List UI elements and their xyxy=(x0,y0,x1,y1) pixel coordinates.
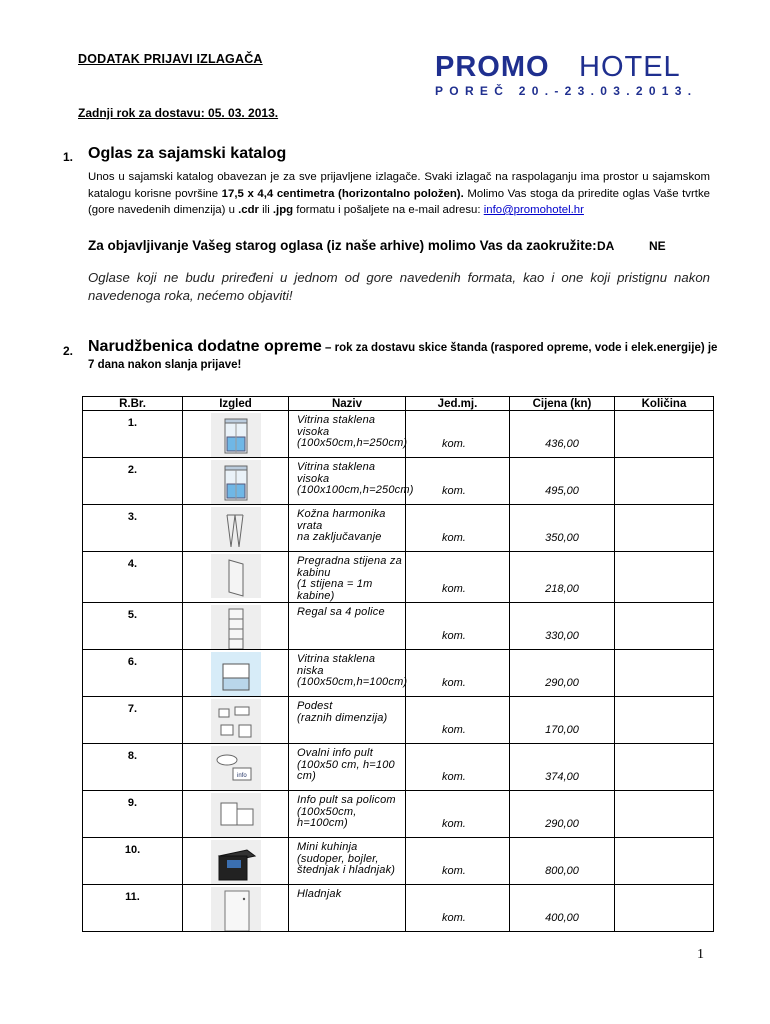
logo-text-hotel: HOTEL xyxy=(579,51,681,83)
table-row xyxy=(83,505,714,552)
cell-izgled xyxy=(183,791,289,838)
cell-rbr: 8. xyxy=(83,744,183,791)
table-header-row xyxy=(83,397,714,411)
price-text: 170,00 xyxy=(545,724,579,736)
table-row xyxy=(83,650,714,697)
table-row xyxy=(83,458,714,505)
cell-jedmj xyxy=(406,411,510,458)
cell-izgled xyxy=(183,650,289,697)
cell-naziv xyxy=(289,603,406,650)
section-1-number: 1. xyxy=(63,150,74,164)
cell-izgled xyxy=(183,411,289,458)
cell-kolicina-input[interactable] xyxy=(615,791,714,838)
archive-question: Za objavljivanje Vašeg starog oglasa (iz naše arhive) molimo Vas da zaokružite: xyxy=(88,238,597,253)
cell-naziv xyxy=(289,552,406,603)
cell-rbr: 2. xyxy=(83,458,183,505)
header-jedmj: Jed.mj. xyxy=(406,397,510,411)
item-name-line: Mini kuhinja xyxy=(297,841,358,853)
item-name-line: visoka xyxy=(297,472,330,485)
cell-rbr: 5. xyxy=(83,603,183,650)
cell-kolicina-input[interactable] xyxy=(615,411,714,458)
cell-cijena xyxy=(510,838,615,885)
cell-jedmj xyxy=(406,838,510,885)
cell-jedmj xyxy=(406,885,510,932)
item-name-line: niska xyxy=(297,664,324,677)
cell-cijena xyxy=(510,603,615,650)
cell-naziv xyxy=(289,838,406,885)
cell-naziv xyxy=(289,697,406,744)
cell-jedmj xyxy=(406,603,510,650)
header-izgled: Izgled xyxy=(183,397,289,411)
table-row xyxy=(83,744,714,791)
table-row xyxy=(83,885,714,932)
item-name-line: (100x50cm, h=100cm) xyxy=(297,805,357,829)
price-text: 495,00 xyxy=(545,485,579,497)
unit-text: kom. xyxy=(442,865,466,877)
cell-naziv xyxy=(289,458,414,505)
cell-izgled xyxy=(183,697,289,744)
cell-izgled xyxy=(183,744,289,791)
unit-text: kom. xyxy=(442,583,466,595)
cell-kolicina-input[interactable] xyxy=(615,744,714,791)
option-yes[interactable]: DA xyxy=(597,239,615,253)
cell-kolicina-input[interactable] xyxy=(615,458,714,505)
cell-kolicina-input[interactable] xyxy=(615,505,714,552)
section-1-body: Unos u sajamski katalog obavezan je za sve prijavljene izlagače. Svaki izlagač na raspolaganju ima prostor u sajamskom katalogu korisne površine 17,5 x 4,4 centimetra (horizontalno položen). Molimo Vas stoga da priredite oglas Vaše tvrtke (gore navedenih dimenzija) u .cdr ili .jpg formatu i pošaljete na e-mail adresu: info@promohotel.hr xyxy=(88,171,710,216)
fridge-icon xyxy=(211,887,261,931)
item-name-line: Pregradna stijena za xyxy=(297,555,402,567)
header-kolicina: Količina xyxy=(615,397,714,411)
item-name-line: Podest xyxy=(297,700,333,712)
cell-kolicina-input[interactable] xyxy=(615,838,714,885)
item-name-line: visoka xyxy=(297,425,330,438)
cell-jedmj xyxy=(406,552,510,603)
cell-cijena xyxy=(510,552,615,603)
cell-cijena xyxy=(510,458,615,505)
item-name-line: (raznih dimenzija) xyxy=(297,711,388,724)
item-name-line: Info pult sa policom xyxy=(297,794,396,806)
header-naziv: Naziv xyxy=(289,397,406,411)
cell-izgled xyxy=(183,552,289,603)
table-row xyxy=(83,603,714,650)
price-text: 350,00 xyxy=(545,532,579,544)
info-desk-shelf-icon xyxy=(211,793,261,837)
cell-cijena xyxy=(510,791,615,838)
header-rbr: R.Br. xyxy=(83,397,183,411)
cell-rbr: 3. xyxy=(83,505,183,552)
unit-text: kom. xyxy=(442,912,466,924)
cell-rbr: 1. xyxy=(83,411,183,458)
cell-kolicina-input[interactable] xyxy=(615,603,714,650)
cell-kolicina-input[interactable] xyxy=(615,885,714,932)
cell-izgled xyxy=(183,603,289,650)
cell-rbr: 6. xyxy=(83,650,183,697)
cell-izgled xyxy=(183,885,289,932)
document-title: DODATAK PRIJAVI IZLAGAČA xyxy=(78,52,263,66)
shelf-icon xyxy=(211,605,261,649)
tall-glass-showcase-icon xyxy=(211,413,261,457)
section-2-number: 2. xyxy=(63,344,74,358)
item-name-line: Hladnjak xyxy=(297,888,342,900)
item-name-line: Vitrina staklena xyxy=(297,653,376,665)
item-name-line: kabinu xyxy=(297,566,331,579)
cell-naziv xyxy=(289,885,406,932)
cell-jedmj xyxy=(406,458,510,505)
unit-text: kom. xyxy=(442,677,466,689)
unit-text: kom. xyxy=(442,630,466,642)
logo-text-promo: PROMO xyxy=(435,51,550,83)
page-number: 1 xyxy=(697,947,704,962)
cell-rbr: 10. xyxy=(83,838,183,885)
podium-icon xyxy=(211,699,261,743)
tall-glass-showcase-icon xyxy=(211,460,261,504)
item-name-line: na zaključavanje xyxy=(297,531,382,543)
item-name-line: (sudoper, bojler, xyxy=(297,852,379,865)
cell-cijena xyxy=(510,411,615,458)
section-1-title: Oglas za sajamski katalog xyxy=(88,145,287,162)
cell-jedmj xyxy=(406,650,510,697)
cell-izgled xyxy=(183,458,289,505)
cell-jedmj xyxy=(406,505,510,552)
svg-text:info: info xyxy=(236,773,247,779)
section-2-title: Narudžbenica dodatne opreme – rok za dostavu skice štanda (raspored opreme, vode i elek.energije) je 7 dana nakon slanja prijave! xyxy=(88,338,718,371)
mini-kitchen-icon xyxy=(211,840,261,884)
price-text: 218,00 xyxy=(545,583,579,595)
item-name-line: Kožna harmonika vrata xyxy=(297,508,386,532)
unit-text: kom. xyxy=(442,818,466,830)
price-text: 400,00 xyxy=(545,912,579,924)
item-name-line: (100x50cm,h=100cm) xyxy=(297,676,408,688)
cell-cijena xyxy=(510,697,615,744)
cell-izgled xyxy=(183,838,289,885)
folding-door-icon xyxy=(211,507,261,551)
cell-cijena xyxy=(510,744,615,791)
cell-jedmj xyxy=(406,791,510,838)
submission-deadline: Zadnji rok za dostavu: 05. 03. 2013. xyxy=(78,106,279,120)
cell-cijena xyxy=(510,650,615,697)
table-row xyxy=(83,791,714,838)
equipment-order-table xyxy=(82,396,714,932)
table-row xyxy=(83,838,714,885)
cell-kolicina-input[interactable] xyxy=(615,552,714,603)
cell-rbr: 4. xyxy=(83,552,183,603)
cell-cijena xyxy=(510,505,615,552)
cell-jedmj xyxy=(406,697,510,744)
item-name-line: (100x100cm,h=250cm) xyxy=(297,484,414,496)
promohotel-logo xyxy=(433,50,708,100)
unit-text: kom. xyxy=(442,724,466,736)
email-link[interactable]: info@promohotel.hr xyxy=(483,204,584,216)
unit-text: kom. xyxy=(442,485,466,497)
cell-rbr: 9. xyxy=(83,791,183,838)
price-text: 290,00 xyxy=(545,818,579,830)
low-glass-showcase-icon xyxy=(211,652,261,696)
item-name-line: (100x50 cm, h=100 cm) xyxy=(297,758,395,782)
item-name-line: Vitrina staklena xyxy=(297,414,376,426)
item-name-line: (100x50cm,h=250cm) xyxy=(297,437,408,449)
unit-text: kom. xyxy=(442,532,466,544)
oval-info-desk-icon xyxy=(211,746,261,790)
item-name-line: štednjak i hladnjak) xyxy=(297,864,396,876)
cell-rbr: 7. xyxy=(83,697,183,744)
table-row xyxy=(83,411,714,458)
format-warning-note: Oglase koji ne budu priređeni u jednom od gore navedenih formata, kao i one koji pristignu nakon navedenoga roka, nećemo objaviti! xyxy=(88,270,710,303)
price-text: 800,00 xyxy=(545,865,579,877)
partition-wall-icon xyxy=(211,554,261,598)
cell-naziv xyxy=(289,411,406,458)
unit-text: kom. xyxy=(442,771,466,783)
header-cijena: Cijena (kn) xyxy=(510,397,615,411)
price-text: 374,00 xyxy=(545,771,579,783)
cell-kolicina-input[interactable] xyxy=(615,650,714,697)
cell-naziv xyxy=(289,791,406,838)
cell-cijena xyxy=(510,885,615,932)
price-text: 330,00 xyxy=(545,630,579,642)
table-row xyxy=(83,552,714,603)
price-text: 436,00 xyxy=(545,438,579,450)
item-name-line: Vitrina staklena xyxy=(297,461,376,473)
cell-naziv xyxy=(289,505,406,552)
cell-naziv xyxy=(289,744,406,791)
price-text: 290,00 xyxy=(545,677,579,689)
cell-jedmj xyxy=(406,744,510,791)
table-row xyxy=(83,697,714,744)
logo-subtitle: POREČ 20.-23.03.2013. xyxy=(435,84,698,98)
cell-rbr: 11. xyxy=(83,885,183,932)
cell-kolicina-input[interactable] xyxy=(615,697,714,744)
cell-naziv xyxy=(289,650,406,697)
cell-izgled xyxy=(183,505,289,552)
item-name-line: (1 stijena = 1m kabine) xyxy=(297,578,373,602)
item-name-line: Regal sa 4 police xyxy=(297,606,385,618)
unit-text: kom. xyxy=(442,438,466,450)
option-no[interactable]: NE xyxy=(649,239,666,253)
item-name-line: Ovalni info pult xyxy=(297,747,373,759)
